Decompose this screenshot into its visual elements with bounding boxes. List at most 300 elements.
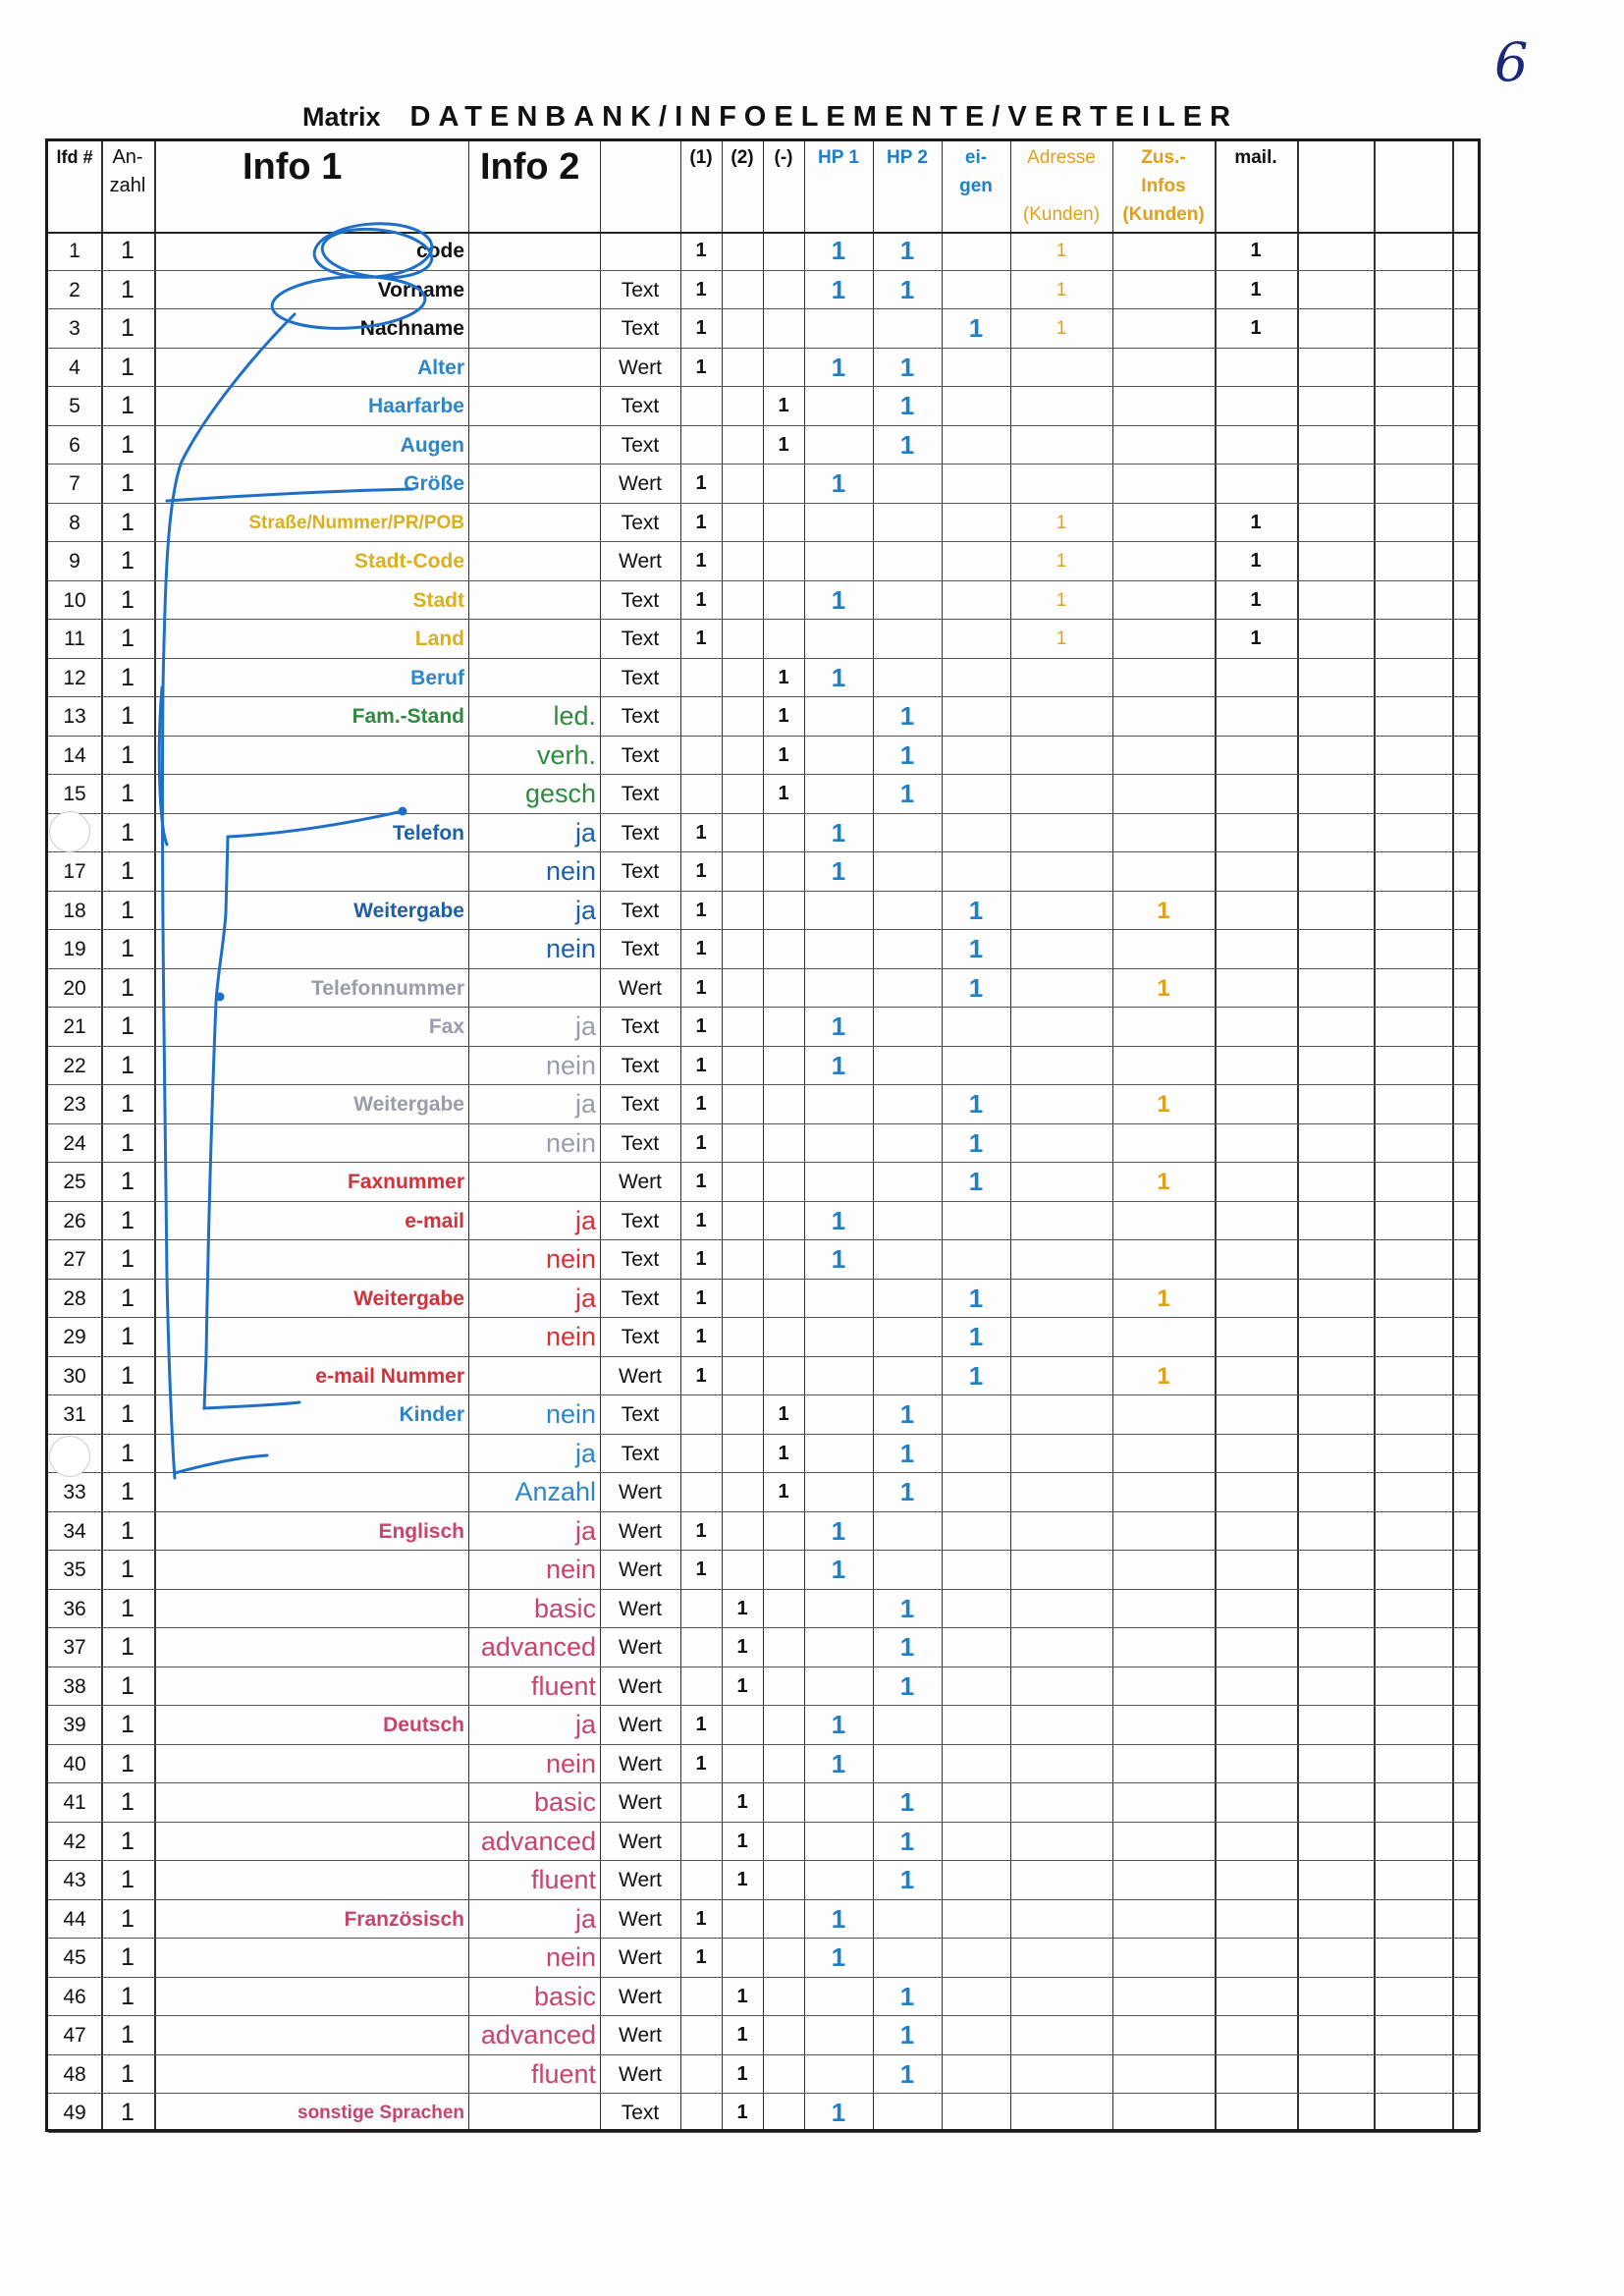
row-info1 (154, 1783, 468, 1822)
row-k1 (680, 1628, 722, 1667)
row-eigen (942, 1628, 1010, 1667)
table-row (48, 892, 1478, 930)
row-info2: ja (574, 895, 596, 925)
row-type: Text (621, 821, 660, 845)
row-eigen: 1 (968, 1167, 984, 1196)
table-row (48, 426, 1478, 465)
row-hp2 (873, 852, 942, 891)
row-info2: basic (533, 1787, 596, 1817)
row-info2 (468, 232, 600, 270)
row-k1: 1 (695, 821, 707, 844)
row-k2 (722, 737, 763, 775)
row-adresse (1010, 1047, 1112, 1085)
row-number: 11 (64, 628, 85, 650)
row-hp1: 1 (831, 1555, 846, 1584)
row-hp1 (804, 737, 873, 775)
row-anzahl: 1 (121, 469, 135, 497)
table-row (48, 542, 1478, 580)
row-k3 (763, 1085, 804, 1123)
row-k2 (722, 659, 763, 697)
row-k1: 1 (695, 588, 707, 611)
row-eigen: 1 (968, 1360, 984, 1391)
row-type: Text (621, 783, 660, 805)
row-anzahl: 1 (121, 973, 135, 1002)
row-k2 (722, 1745, 763, 1783)
row-k1: 1 (695, 1326, 707, 1347)
row-adresse (1010, 1667, 1112, 1706)
row-mail (1215, 775, 1297, 813)
row-number: 2 (69, 278, 81, 301)
row-k3 (763, 814, 804, 852)
row-anzahl: 1 (121, 547, 135, 574)
table-row (48, 1745, 1478, 1783)
row-k3 (763, 465, 804, 503)
row-anzahl: 1 (121, 353, 135, 381)
row-adresse (1010, 930, 1112, 968)
row-info2: nein (545, 856, 596, 886)
table-row (48, 1085, 1478, 1123)
row-mail (1215, 1395, 1297, 1434)
row-number: 8 (69, 511, 81, 534)
row-k2: 1 (736, 1597, 748, 1619)
row-k1: 1 (695, 240, 707, 261)
row-adresse: 1 (1056, 241, 1067, 261)
header-hp2: HP 2 (887, 147, 928, 168)
row-eigen (942, 697, 1010, 736)
row-zus-infos (1112, 1745, 1215, 1783)
row-mail (1215, 1939, 1297, 1977)
row-eigen (942, 271, 1010, 309)
row-hp2: 1 (899, 1865, 915, 1894)
table-row (48, 1124, 1478, 1163)
row-hp1 (804, 1163, 873, 1201)
row-hp2: 1 (899, 1787, 915, 1817)
row-hp1 (804, 1085, 873, 1123)
row-adresse (1010, 465, 1112, 503)
row-hp2: 1 (899, 779, 915, 808)
row-k1 (680, 1978, 722, 2016)
row-k1 (680, 737, 722, 775)
row-adresse: 1 (1056, 629, 1067, 649)
row-adresse: 1 (1056, 279, 1067, 301)
row-hp1 (804, 1667, 873, 1706)
row-anzahl: 1 (121, 1594, 135, 1622)
row-info1 (154, 1473, 468, 1511)
row-type: Wert (619, 1636, 662, 1659)
row-adresse (1010, 852, 1112, 891)
row-k3 (763, 1512, 804, 1551)
row-k1 (680, 775, 722, 813)
row-mail (1215, 659, 1297, 697)
row-adresse (1010, 814, 1112, 852)
row-k2 (722, 892, 763, 930)
row-type: Text (621, 1286, 660, 1310)
row-info1: Weitergabe (353, 899, 464, 922)
row-anzahl: 1 (121, 1206, 135, 1234)
row-anzahl: 1 (121, 1168, 135, 1195)
row-eigen (942, 232, 1010, 270)
row-number: 17 (63, 860, 86, 883)
row-info1: Kinder (399, 1403, 464, 1426)
row-k3 (763, 2055, 804, 2094)
row-zus-infos (1112, 271, 1215, 309)
table-row (48, 1318, 1478, 1356)
row-eigen (942, 1861, 1010, 1899)
row-hp2 (873, 969, 942, 1008)
row-info1 (154, 1551, 468, 1589)
row-anzahl: 1 (121, 1400, 135, 1428)
row-zus-infos (1112, 1008, 1215, 1046)
row-number: 14 (63, 743, 86, 767)
row-info1: Deutsch (383, 1714, 464, 1736)
row-adresse (1010, 737, 1112, 775)
row-adresse (1010, 1473, 1112, 1511)
row-anzahl: 1 (121, 780, 135, 807)
row-info1: Stadt (412, 588, 464, 612)
row-mail (1215, 1435, 1297, 1473)
row-type: Wert (619, 1481, 662, 1503)
row-number: 22 (63, 1054, 86, 1077)
row-anzahl: 1 (121, 702, 135, 730)
row-info2 (468, 542, 600, 580)
row-eigen (942, 1900, 1010, 1939)
row-zus-infos: 1 (1157, 1362, 1170, 1390)
row-number: 31 (63, 1403, 86, 1426)
row-adresse (1010, 1357, 1112, 1395)
row-hp2 (873, 465, 942, 503)
row-info2 (468, 620, 600, 658)
row-anzahl: 1 (121, 2099, 135, 2126)
row-hp2 (873, 659, 942, 697)
row-k2 (722, 814, 763, 852)
row-eigen: 1 (968, 313, 984, 343)
row-k3 (763, 620, 804, 658)
row-info2: nein (545, 1244, 596, 1274)
row-hp1 (804, 542, 873, 580)
row-mail: 1 (1250, 588, 1262, 611)
row-divider (48, 2132, 1478, 2133)
row-mail (1215, 2055, 1297, 2094)
row-hp1 (804, 1861, 873, 1899)
row-hp1 (804, 1435, 873, 1473)
row-adresse: 1 (1056, 551, 1067, 572)
row-hp1: 1 (831, 662, 846, 692)
row-type: Wert (619, 472, 662, 495)
row-number: 36 (63, 1597, 86, 1620)
row-zus-infos (1112, 1628, 1215, 1667)
row-anzahl: 1 (121, 1671, 135, 1700)
row-info2: ja (574, 1438, 596, 1468)
row-k2 (722, 620, 763, 658)
row-eigen (942, 1202, 1010, 1240)
row-zus-infos (1112, 852, 1215, 891)
table-row (48, 1435, 1478, 1473)
row-eigen: 1 (968, 895, 984, 925)
row-eigen (942, 426, 1010, 465)
row-hp2 (873, 1124, 942, 1163)
row-hp2: 1 (899, 1477, 915, 1506)
row-info2: fluent (530, 2058, 596, 2089)
row-info2: verh. (536, 739, 596, 770)
row-info1: e-mail Nummer (315, 1364, 464, 1388)
row-mail (1215, 1706, 1297, 1744)
row-zus-infos (1112, 465, 1215, 503)
row-hp2 (873, 814, 942, 852)
row-adresse (1010, 1124, 1112, 1163)
row-k1: 1 (695, 1054, 707, 1076)
row-info2 (468, 1357, 600, 1395)
row-zus-infos (1112, 775, 1215, 813)
table-row (48, 581, 1478, 620)
row-type: Text (621, 705, 660, 728)
row-hp1 (804, 1280, 873, 1318)
row-hp1: 1 (831, 1011, 846, 1041)
row-anzahl: 1 (121, 1633, 135, 1661)
row-k3: 1 (778, 783, 789, 804)
row-adresse (1010, 2055, 1112, 2094)
row-adresse (1010, 1783, 1112, 1822)
row-number: 40 (63, 1752, 86, 1776)
row-info1 (154, 1124, 468, 1163)
row-info2: nein (545, 1748, 596, 1778)
row-k2 (722, 1047, 763, 1085)
header-eigen: ei- gen (959, 147, 993, 196)
row-hp1: 1 (831, 1942, 846, 1972)
row-type: Text (621, 1403, 660, 1426)
row-eigen (942, 1047, 1010, 1085)
row-k1: 1 (695, 860, 707, 882)
table-row (48, 1590, 1478, 1628)
row-adresse (1010, 1551, 1112, 1589)
row-info2 (468, 659, 600, 697)
row-eigen (942, 465, 1010, 503)
row-anzahl: 1 (121, 1361, 135, 1390)
row-info1 (154, 1628, 468, 1667)
row-info1: code (415, 240, 464, 262)
row-hp2 (873, 930, 942, 968)
row-hp1: 1 (831, 468, 846, 498)
row-hp1: 1 (831, 1515, 846, 1546)
row-mail (1215, 387, 1297, 425)
row-k2 (722, 1435, 763, 1473)
row-k2 (722, 387, 763, 425)
table-row (48, 271, 1478, 309)
row-anzahl: 1 (121, 430, 135, 459)
row-k1: 1 (695, 1286, 707, 1309)
row-zus-infos (1112, 1551, 1215, 1589)
row-type: Wert (619, 1752, 662, 1776)
row-adresse (1010, 2016, 1112, 2054)
row-zus-infos: 1 (1157, 974, 1170, 1002)
page-number: 6 (1494, 31, 1529, 93)
table-row (48, 232, 1478, 270)
row-k3 (763, 1706, 804, 1744)
row-hp2 (873, 892, 942, 930)
row-info1 (154, 1823, 468, 1861)
row-hp2: 1 (899, 701, 915, 731)
header-mail: mail. (1234, 147, 1277, 168)
row-k2 (722, 697, 763, 736)
row-zus-infos (1112, 542, 1215, 580)
row-k2 (722, 1357, 763, 1395)
table-row (48, 814, 1478, 852)
header-k3: (-) (774, 147, 793, 168)
row-info2: basic (533, 1593, 596, 1623)
row-k3 (763, 542, 804, 580)
row-eigen: 1 (968, 1322, 984, 1351)
row-number: 48 (63, 2062, 86, 2086)
table-row (48, 659, 1478, 697)
row-zus-infos (1112, 426, 1215, 465)
table-row (48, 2094, 1478, 2132)
row-info1 (154, 1978, 468, 2016)
row-number: 46 (63, 1985, 86, 2008)
row-info2 (468, 1163, 600, 1201)
row-hp2 (873, 1085, 942, 1123)
row-zus-infos (1112, 1667, 1215, 1706)
row-info1: sonstige Sprachen (298, 2103, 464, 2123)
row-hp1 (804, 1823, 873, 1861)
row-adresse: 1 (1056, 512, 1067, 533)
table-row (48, 620, 1478, 658)
row-eigen (942, 2094, 1010, 2132)
row-mail (1215, 1551, 1297, 1589)
row-adresse (1010, 1978, 1112, 2016)
row-mail: 1 (1250, 317, 1262, 339)
row-adresse (1010, 892, 1112, 930)
row-hp2 (873, 1357, 942, 1395)
row-k3 (763, 1939, 804, 1977)
row-type: Wert (619, 355, 662, 379)
row-hp2 (873, 2094, 942, 2132)
row-k3 (763, 1628, 804, 1667)
row-mail (1215, 1240, 1297, 1279)
row-anzahl: 1 (121, 1866, 135, 1893)
row-hp1 (804, 697, 873, 736)
row-number: 44 (63, 1907, 86, 1931)
row-hp2 (873, 620, 942, 658)
row-hp1 (804, 1590, 873, 1628)
row-k3 (763, 1240, 804, 1279)
row-type: Text (621, 1209, 660, 1232)
row-k2: 1 (736, 2062, 748, 2085)
row-mail (1215, 1823, 1297, 1861)
row-k1: 1 (695, 628, 707, 649)
row-info1: Land (414, 628, 464, 650)
row-number: 18 (63, 899, 86, 922)
row-info1 (154, 1435, 468, 1473)
row-hp2: 1 (899, 739, 915, 770)
row-info2: nein (545, 1942, 596, 1972)
row-info2 (468, 271, 600, 309)
row-k3 (763, 892, 804, 930)
row-number: 47 (63, 2024, 86, 2047)
header-k2: (2) (731, 147, 754, 168)
row-hp2 (873, 1706, 942, 1744)
row-anzahl: 1 (121, 1478, 135, 1505)
row-number: 9 (69, 550, 81, 573)
row-k3 (763, 1202, 804, 1240)
row-hp2 (873, 1745, 942, 1783)
row-hp2 (873, 1202, 942, 1240)
row-info1 (154, 1939, 468, 1977)
row-info1 (154, 852, 468, 891)
table-row (48, 775, 1478, 813)
table-row (48, 309, 1478, 348)
row-mail (1215, 1202, 1297, 1240)
row-info2: ja (574, 817, 596, 847)
row-k1: 1 (695, 1248, 707, 1270)
row-type: Text (621, 278, 660, 301)
row-info2 (468, 349, 600, 387)
row-zus-infos (1112, 659, 1215, 697)
row-anzahl: 1 (121, 896, 135, 924)
row-number: 45 (63, 1946, 86, 1969)
row-anzahl: 1 (121, 1827, 135, 1855)
row-zus-infos (1112, 1318, 1215, 1356)
row-anzahl: 1 (121, 1749, 135, 1777)
row-k3 (763, 1978, 804, 2016)
row-anzahl: 1 (121, 585, 135, 614)
row-mail (1215, 1512, 1297, 1551)
row-hp1 (804, 1357, 873, 1395)
row-info1 (154, 2016, 468, 2054)
row-hp1: 1 (831, 1244, 846, 1274)
row-zus-infos (1112, 349, 1215, 387)
row-info2: ja (574, 1283, 596, 1313)
row-k2 (722, 1202, 763, 1240)
row-k1 (680, 2094, 722, 2132)
row-info2: ja (574, 1515, 596, 1546)
row-zus-infos (1112, 581, 1215, 620)
table-row (48, 1357, 1478, 1395)
row-hp1 (804, 309, 873, 348)
row-mail (1215, 1124, 1297, 1163)
row-number: 27 (63, 1248, 86, 1271)
row-k2 (722, 775, 763, 813)
row-eigen (942, 1667, 1010, 1706)
row-type: Wert (619, 1519, 662, 1543)
row-adresse (1010, 1240, 1112, 1279)
table-row (48, 1008, 1478, 1046)
row-info1: Nachname (359, 317, 464, 340)
row-type: Wert (619, 1791, 662, 1814)
table-row (48, 697, 1478, 736)
row-k3: 1 (778, 1403, 789, 1425)
row-hp2: 1 (899, 352, 915, 382)
row-info2: advanced (480, 2020, 596, 2050)
row-info1: Augen (400, 433, 464, 457)
header-hp1: HP 1 (818, 147, 859, 168)
row-adresse (1010, 1085, 1112, 1123)
row-adresse (1010, 775, 1112, 813)
row-hp2: 1 (899, 1438, 915, 1468)
row-zus-infos (1112, 1900, 1215, 1939)
row-mail (1215, 930, 1297, 968)
row-info1 (154, 2055, 468, 2094)
row-hp1 (804, 426, 873, 465)
row-eigen (942, 814, 1010, 852)
row-hp1: 1 (831, 1748, 846, 1778)
row-type: Text (621, 1015, 660, 1038)
row-zus-infos (1112, 1978, 1215, 2016)
row-anzahl: 1 (121, 1516, 135, 1545)
row-hp1: 1 (831, 274, 846, 304)
header-k1: (1) (689, 147, 713, 168)
row-hp1 (804, 1124, 873, 1163)
row-number: 39 (63, 1714, 86, 1736)
row-number: 38 (63, 1674, 86, 1698)
